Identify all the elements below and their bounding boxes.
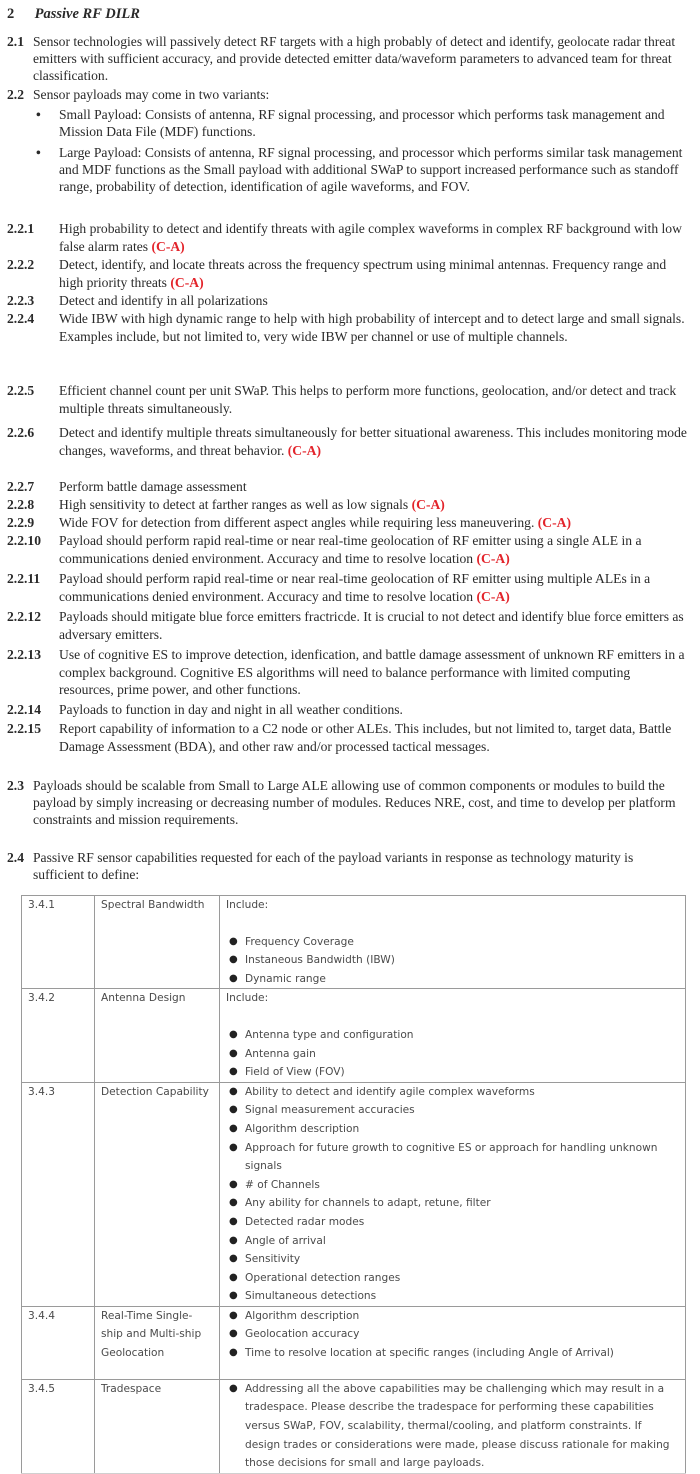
capability-name: Real-Time Single-ship and Multi-ship Geolocation — [95, 1306, 220, 1379]
details-list — [226, 933, 679, 989]
list-item — [226, 1307, 679, 1326]
requirement-item — [7, 608, 687, 643]
paragraph-number: 2.1 — [7, 34, 24, 49]
classification-tag: (C-A) — [151, 238, 185, 254]
requirement-text-body: Perform battle damage assessment — [59, 479, 247, 494]
requirement-text — [59, 608, 687, 643]
spacer — [226, 1008, 679, 1026]
section-heading — [7, 4, 140, 24]
list-item — [226, 1045, 679, 1064]
list-item-text: Detected radar modes — [245, 1215, 365, 1228]
paragraph-text: Passive RF sensor capabilities requested for each of the payload variants in response as technology maturity is sufficient to define: — [33, 850, 634, 883]
bullet-icon: ● — [229, 1141, 238, 1153]
requirement-text — [59, 570, 687, 605]
bullet-icon: ● — [229, 1047, 238, 1059]
requirement-number: 2.2.10 — [7, 533, 41, 548]
requirement-number: 2.2.8 — [7, 497, 35, 512]
capability-name: Detection Capability — [95, 1082, 220, 1306]
requirement-item — [7, 478, 687, 496]
bullet-icon: ● — [229, 1347, 238, 1359]
bullet-icon: ● — [229, 1197, 238, 1209]
requirement-number: 2.2.12 — [7, 609, 41, 624]
list-item-text: Geolocation accuracy — [245, 1328, 360, 1341]
details-list — [226, 1307, 679, 1363]
list-item — [226, 1213, 679, 1232]
requirement-item — [7, 514, 687, 532]
requirement-text-body: High probability to detect and identify threats with agile complex waveforms in complex RF background with low false alarm rates — [59, 221, 682, 254]
table-row — [22, 989, 686, 1082]
list-item — [226, 1287, 679, 1306]
list-item — [226, 951, 679, 970]
requirement-number: 2.2.14 — [7, 702, 41, 717]
bullet-icon: ● — [229, 954, 238, 966]
bullet-icon: ● — [229, 935, 238, 947]
list-item-text: Antenna gain — [245, 1047, 316, 1060]
requirement-number: 2.2.15 — [7, 721, 41, 736]
list-item-text: # of Channels — [245, 1178, 320, 1191]
list-item-text: Large Payload: Consists of antenna, RF signal processing, and processor which performs similar task management and MDF functions as the Small payload with additional SWaP to support increased performance such as standoff range, probability of detection, identification of agile waveforms, and FOV. — [59, 144, 683, 195]
list-item — [226, 1250, 679, 1269]
requirement-text — [59, 646, 687, 699]
requirement-item — [7, 532, 687, 567]
list-item — [226, 970, 679, 989]
list-item — [226, 1380, 679, 1473]
list-item — [226, 1194, 679, 1213]
capability-details — [220, 896, 686, 989]
paragraph-number: 2.2 — [7, 87, 24, 102]
bullet-icon: ● — [229, 1328, 238, 1340]
spacer — [226, 915, 679, 933]
requirement-number: 2.2.9 — [7, 515, 35, 530]
list-item — [36, 144, 686, 196]
requirement-item — [7, 720, 687, 755]
bullet-icon: • — [36, 107, 41, 122]
details-list — [226, 1380, 679, 1473]
bullet-icon: ● — [229, 1104, 238, 1116]
capability-details — [220, 1306, 686, 1379]
requirement-text-body: Payload should perform rapid real-time or near real-time geolocation of RF emitter using multiple ALEs in a communications denied environment. Accuracy and time to resolve location — [59, 571, 651, 604]
classification-tag: (C-A) — [537, 515, 571, 530]
paragraph-number: 2.4 — [7, 850, 24, 865]
bullet-icon: ● — [229, 1290, 238, 1302]
requirement-item — [7, 292, 687, 310]
list-item-text: Ability to detect and identify agile complex waveforms — [245, 1085, 535, 1098]
bullet-icon: ● — [229, 1309, 238, 1321]
table-row — [22, 896, 686, 989]
bullet-icon: ● — [229, 1215, 238, 1227]
capability-name: Antenna Design — [95, 989, 220, 1082]
list-item-text: Algorithm description — [245, 1309, 360, 1322]
requirement-number: 2.2.11 — [7, 571, 41, 586]
requirement-item — [7, 646, 687, 699]
requirement-text-body: Payloads should mitigate blue force emitters fractricde. It is crucial to not detect and identify blue force emitters as adversary emitters. — [59, 609, 684, 642]
requirement-text-body: High sensitivity to detect at farther ranges as well as low signals — [59, 497, 409, 512]
bullet-icon: ● — [229, 972, 238, 984]
requirement-item — [7, 256, 687, 291]
bullet-icon: ● — [229, 1178, 238, 1190]
classification-tag: (C-A) — [476, 588, 510, 604]
list-item — [226, 1063, 679, 1082]
capability-details — [220, 989, 686, 1082]
list-item — [226, 1325, 679, 1344]
requirement-item — [7, 496, 687, 514]
paragraph-2-1 — [7, 33, 687, 85]
table-row — [22, 1379, 686, 1473]
list-item-text: Approach for future growth to cognitive ES or approach for handling unknown signals — [245, 1141, 658, 1173]
list-item-text: Algorithm description — [245, 1122, 360, 1135]
list-item-text: Antenna type and configuration — [245, 1028, 414, 1041]
list-item-text: Operational detection ranges — [245, 1271, 401, 1284]
capability-details — [220, 1082, 686, 1306]
table-row — [22, 1306, 686, 1379]
classification-tag: (C-A) — [287, 442, 321, 458]
list-item-text: Any ability for channels to adapt, retune, filter — [245, 1197, 491, 1210]
bullet-icon: ● — [229, 1382, 238, 1394]
capability-id: 3.4.2 — [22, 989, 95, 1082]
requirement-text — [59, 220, 687, 255]
requirement-text — [59, 424, 687, 459]
payload-variants-list — [36, 106, 686, 199]
bullet-icon: ● — [229, 1122, 238, 1134]
classification-tag: (C-A) — [411, 497, 445, 512]
list-item — [226, 1083, 679, 1102]
requirement-number: 2.2.5 — [7, 383, 35, 398]
list-item — [226, 933, 679, 952]
list-item-text: Addressing all the above capabilities may be challenging which may result in a tradespace. Please describe the tradespace for performing these capabilities versus SWaP, FOV, scalability, thermal/cooling, and platform constraints. If design trades or considerations were made, please discuss rationale for making those decisions for small and large payloads. — [245, 1382, 670, 1470]
requirement-text-body: Efficient channel count per unit SWaP. This helps to perform more functions, geolocation, and/or detect and track multiple threats simultaneously. — [59, 383, 677, 416]
list-item-text: Signal measurement accuracies — [245, 1104, 415, 1117]
requirement-text-body: Payloads to function in day and night in all weather conditions. — [59, 702, 403, 717]
bullet-icon: ● — [229, 1028, 238, 1040]
table-row — [22, 1082, 686, 1306]
list-item — [226, 1344, 679, 1363]
bullet-icon: ● — [229, 1234, 238, 1246]
capabilities-table — [21, 895, 686, 1474]
requirement-text — [59, 310, 687, 345]
capability-id: 3.4.1 — [22, 896, 95, 989]
list-item-text: Sensitivity — [245, 1253, 301, 1266]
capability-details — [220, 1379, 686, 1473]
list-item — [36, 106, 686, 140]
requirement-item — [7, 220, 687, 255]
requirement-text — [59, 478, 687, 496]
requirement-number: 2.2.6 — [7, 425, 35, 440]
capability-name: Tradespace — [95, 1379, 220, 1473]
paragraph-2-2 — [7, 86, 687, 103]
bullet-icon: • — [36, 144, 41, 160]
requirement-item — [7, 701, 687, 719]
list-item — [226, 1176, 679, 1195]
paragraph-number: 2.3 — [7, 778, 24, 793]
bullet-icon: ● — [229, 1253, 238, 1265]
capability-id: 3.4.3 — [22, 1082, 95, 1306]
capability-id: 3.4.5 — [22, 1379, 95, 1473]
list-item — [226, 1026, 679, 1045]
details-intro: Include: — [226, 992, 269, 1005]
list-item — [226, 1120, 679, 1139]
classification-tag: (C-A) — [170, 274, 204, 290]
requirement-text-body: Report capability of information to a C2 node or other ALEs. This includes, but not limited to, target data, Battle Damage Assessment (BDA), and other raw and/or processed tactical messages. — [59, 721, 672, 754]
list-item — [226, 1232, 679, 1251]
details-list — [226, 1083, 679, 1306]
requirement-number: 2.2.2 — [7, 257, 35, 272]
list-item-text: Dynamic range — [245, 972, 326, 985]
requirement-text — [59, 532, 687, 567]
requirement-number: 2.2.3 — [7, 293, 35, 308]
list-item-text: Time to resolve location at specific ranges (including Angle of Arrival) — [245, 1347, 614, 1360]
requirement-text — [59, 496, 687, 514]
paragraph-2-3 — [7, 777, 687, 829]
list-item-text: Simultaneous detections — [245, 1290, 377, 1303]
requirement-text-body: Detect, identify, and locate threats across the frequency spectrum using minimal antennas. Frequency range and high priority threats — [59, 257, 667, 290]
paragraph-2-4 — [7, 849, 687, 883]
list-item-text: Frequency Coverage — [245, 935, 354, 948]
bullet-icon: ● — [229, 1066, 238, 1078]
requirement-text-body: Detect and identify multiple threats simultaneously for better situational awareness. This includes monitoring mode changes, waveforms, and threat behavior. — [59, 425, 687, 458]
list-item — [226, 1101, 679, 1120]
list-item — [226, 1139, 679, 1176]
requirement-number: 2.2.7 — [7, 479, 35, 494]
paragraph-text: Sensor technologies will passively detect RF targets with a high probably of detect and identify, geolocate radar threat emitters with sufficient accuracy, and provide detected emitter data/waveform parameters to advanced team for threat classification. — [33, 34, 676, 84]
requirement-text-body: Payload should perform rapid real-time or near real-time geolocation of RF emitter using a single ALE in a communications denied environment. Accuracy and time to resolve location — [59, 533, 642, 566]
requirement-item — [7, 424, 687, 459]
requirement-text-body: Wide FOV for detection from different aspect angles while requiring less maneuvering. — [59, 515, 535, 530]
requirement-number: 2.2.4 — [7, 311, 35, 326]
details-list — [226, 1026, 679, 1082]
requirement-item — [7, 570, 687, 605]
section-title: Passive RF DILR — [34, 6, 140, 22]
list-item-text: Angle of arrival — [245, 1234, 326, 1247]
requirement-text — [59, 701, 687, 719]
classification-tag: (C-A) — [476, 550, 510, 566]
requirement-text — [59, 514, 687, 532]
list-item-text: Small Payload: Consists of antenna, RF signal processing, and processor which performs task management and Mission Data File (MDF) functions. — [59, 107, 665, 140]
requirement-text — [59, 292, 687, 310]
capability-id: 3.4.4 — [22, 1306, 95, 1379]
list-item-text: Field of View (FOV) — [245, 1066, 345, 1079]
paragraph-text: Sensor payloads may come in two variants: — [33, 87, 270, 102]
requirement-text — [59, 382, 687, 417]
paragraph-text: Payloads should be scalable from Small to Large ALE allowing use of common components or modules to build the payload by simply increasing or decreasing number of modules. Reduces NRE, cost, and time to develop per platform constraints and mission requirements. — [33, 778, 676, 828]
requirement-number: 2.2.1 — [7, 221, 35, 236]
bullet-icon: ● — [229, 1271, 238, 1283]
requirement-number: 2.2.13 — [7, 647, 41, 662]
requirement-text-body: Wide IBW with high dynamic range to help with high probability of intercept and to detect large and small signals. Examples include, but not limited to, very wide IBW per channel or use of multiple channels. — [59, 311, 685, 344]
requirement-text-body: Detect and identify in all polarizations — [59, 293, 268, 308]
bullet-icon: ● — [229, 1085, 238, 1097]
section-number: 2 — [7, 6, 15, 22]
requirement-text — [59, 720, 687, 755]
requirement-item — [7, 382, 687, 417]
details-intro: Include: — [226, 899, 269, 911]
requirement-item — [7, 310, 687, 345]
list-item-text: Instaneous Bandwidth (IBW) — [245, 954, 395, 967]
capability-name: Spectral Bandwidth — [95, 896, 220, 989]
requirement-text-body: Use of cognitive ES to improve detection, idenfication, and battle damage assessment of unknown RF emitters in a complex background. Cognitive ES algorithms will need to balance performance with limited computing resources, prime power, and other functions. — [59, 647, 685, 698]
requirement-text — [59, 256, 687, 291]
list-item — [226, 1269, 679, 1288]
